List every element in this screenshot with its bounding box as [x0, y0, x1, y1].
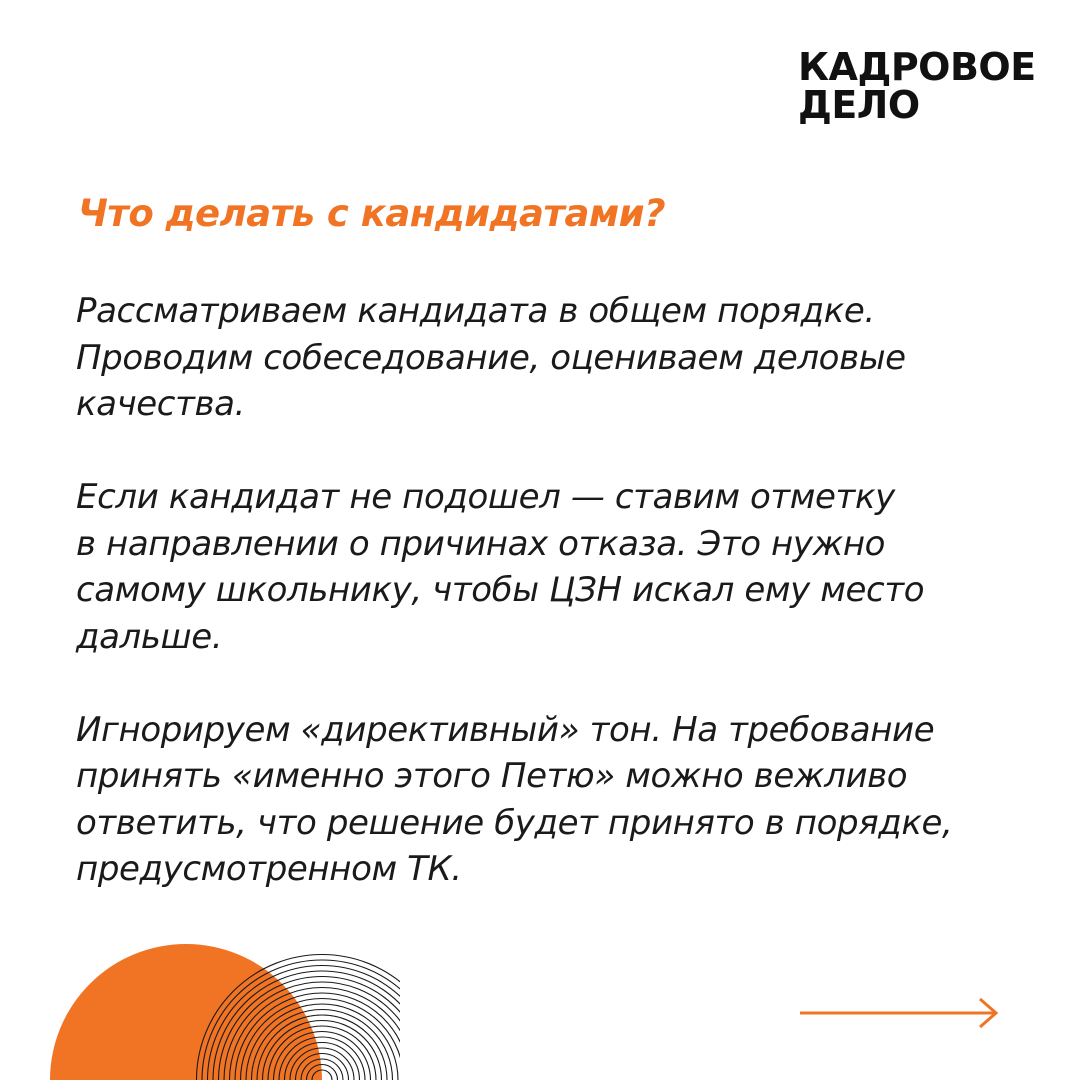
paragraph-line: самому школьнику, чтобы ЦЗН искал ему место	[76, 570, 925, 610]
decorative-circles	[0, 900, 400, 1080]
paragraph-line: ответить, что решение будет принято в порядке,	[76, 802, 953, 843]
paragraph-line: Проводим собеседование, оцениваем деловые	[76, 337, 906, 378]
brand-logo	[798, 45, 1036, 127]
logo-line-2: ДЕЛО	[798, 83, 920, 127]
logo-line-1: КАДРОВОЕ	[798, 45, 1036, 89]
paragraph-line: предусмотренном ТК.	[76, 849, 462, 889]
paragraph-line: Игнорируем «директивный» тон. На требование	[76, 709, 935, 750]
orange-circle	[50, 944, 322, 1080]
section-heading: Что делать с кандидатами?	[78, 192, 666, 235]
arrow-right-icon[interactable]	[800, 996, 1000, 1030]
paragraph-line: качества.	[76, 384, 245, 424]
paragraph-line: в направлении о причинах отказа. Это нужно	[76, 523, 886, 564]
paragraph-line: Рассматриваем кандидата в общем порядке.	[76, 291, 875, 331]
paragraph-ignore-tone	[76, 707, 1036, 893]
paragraph-line: дальше.	[76, 616, 223, 657]
paragraph-line: Если кандидат не подошел — ставим отметку	[76, 477, 895, 517]
paragraph-consider	[76, 288, 1036, 428]
body-text	[76, 288, 1036, 939]
paragraph-line: принять «именно этого Петю» можно вежливо	[76, 756, 908, 796]
paragraph-reject	[76, 474, 1036, 660]
